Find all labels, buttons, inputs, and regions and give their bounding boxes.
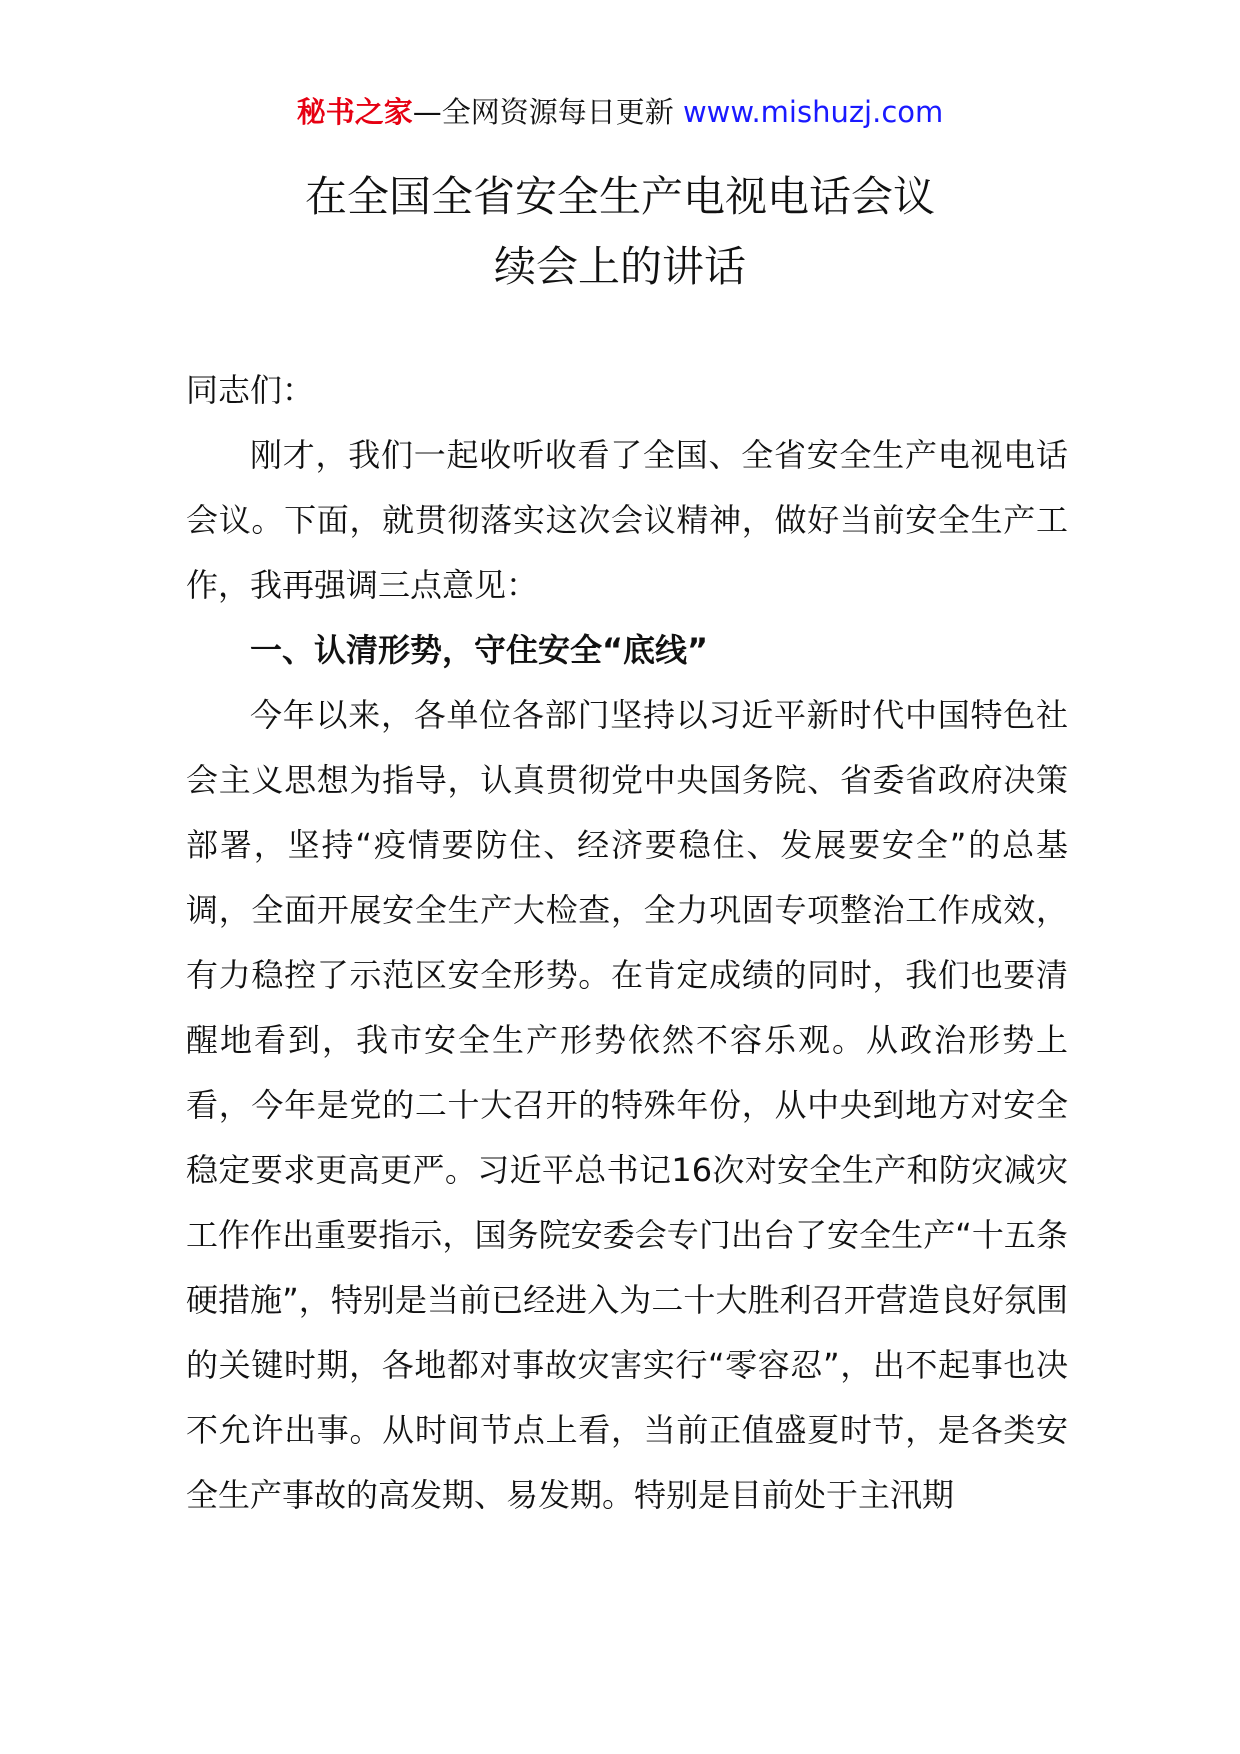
title-line-1: 在全国全省安全生产电视电话会议: [304, 172, 935, 221]
paragraph-situation: 今年以来，各单位各部门坚持以习近平新时代中国特色社会主义思想为指导，认真贯彻党中央国务院、省委省政府决策部署，坚持“疫情要防住、经济要稳住、发展要安全”的总基调，全面开展安全生产大检查，全力巩固专项整治工作成效，有力稳控了示范区安全形势。在肯定成绩的同时，我们也要清醒地看到，我市安全生产形势依然不容乐观。从政治形势上看，今年是党的二十大召开的特殊年份，从中央到地方对安全稳定要求更高更严。习近平总书记16次对安全生产和防灾减灾工作作出重要指示，国务院安委会专门出台了安全生产“十五条硬措施”，特别是当前已经进入为二十大胜利召开营造良好氛围的关键时期，各地都对事故灾害实行“零容忍”，出不起事也决不允许出事。从时间节点上看，当前正值盛夏时节，是各类安全生产事故的高发期、易发期。特别是目前处于主汛期: [186, 696, 1068, 1514]
title-line-2: 续会上的讲话: [493, 242, 746, 291]
banner-slogan: —全网资源每日更新: [412, 95, 683, 129]
document-title: [0, 162, 1240, 302]
paragraph-intro: 刚才，我们一起收听收看了全国、全省安全生产电视电话会议。下面，就贯彻落实这次会议精神，做好当前安全生产工作，我再强调三点意见：: [186, 436, 1068, 604]
site-banner: [0, 92, 1240, 132]
brand-name: 秘书之家: [296, 95, 413, 129]
document-body: [186, 358, 1068, 1528]
section-heading-1: 一、认清形势，守住安全“底线”: [250, 631, 709, 669]
salutation: 同志们：: [186, 371, 315, 409]
site-url-link[interactable]: www.mishuzj.com: [682, 95, 944, 129]
